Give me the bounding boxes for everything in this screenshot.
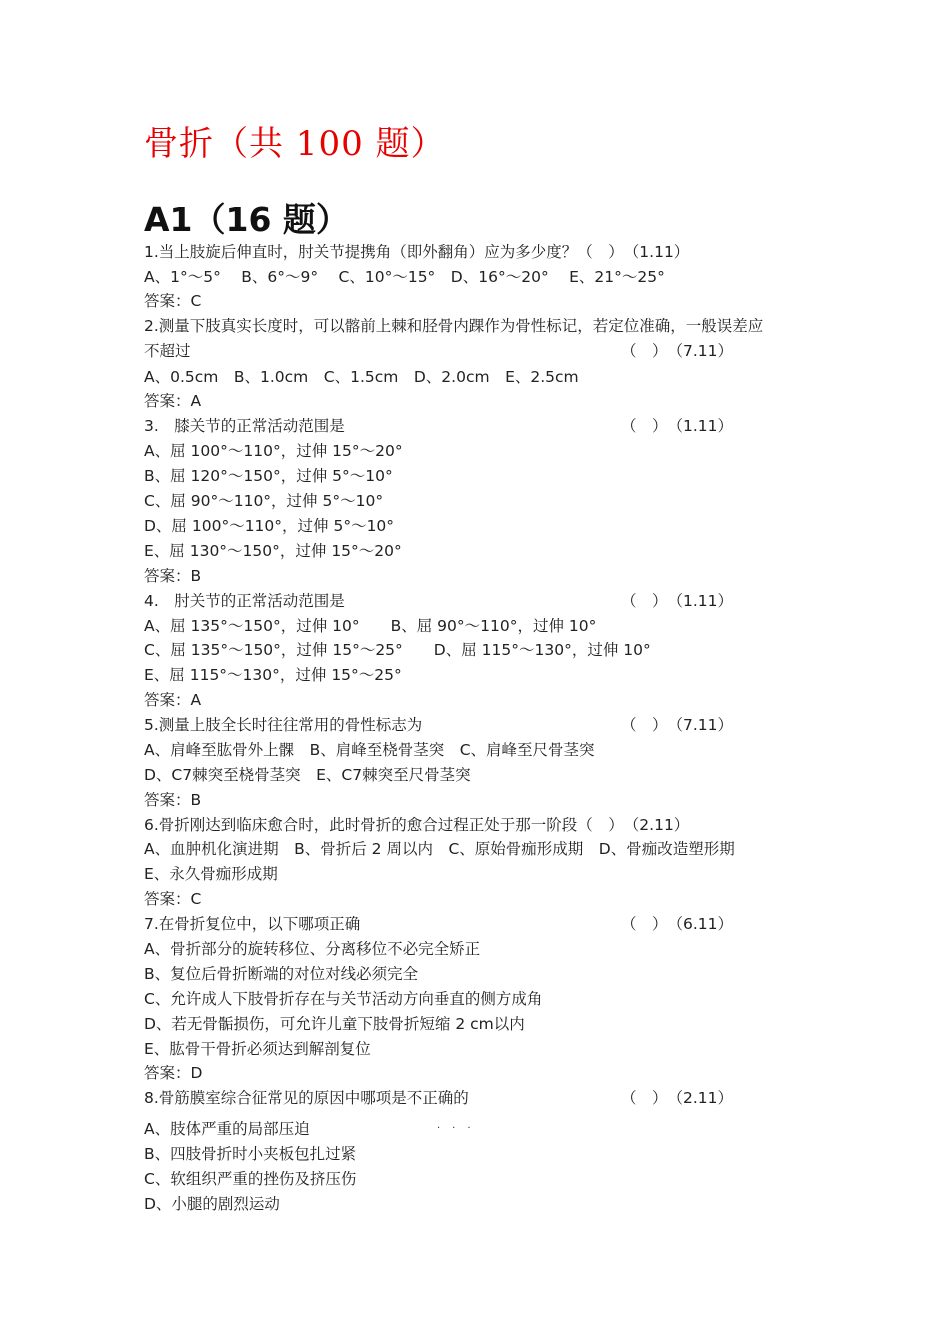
question-3-option-e: E、屈 130°～150°，过伸 15°～20° bbox=[144, 542, 402, 560]
question-5-options-line1: A、肩峰至肱骨外上髁 B、肩峰至桡骨茎突 C、肩峰至尺骨茎突 bbox=[144, 741, 595, 759]
question-8-option-a: A、肢体严重的局部压迫 bbox=[144, 1120, 310, 1138]
question-3-answer: 答案：B bbox=[144, 567, 202, 585]
question-7-option-e: E、肱骨干骨折必须达到解剖复位 bbox=[144, 1040, 371, 1058]
question-5-options-line2: D、C7棘突至桡骨茎突 E、C7棘突至尺骨茎突 bbox=[144, 766, 471, 784]
question-8-option-c: C、软组织严重的挫伤及挤压伤 bbox=[144, 1170, 357, 1188]
document-title: 骨折（共 100 题） bbox=[144, 124, 446, 164]
question-3-option-d: D、屈 100°～110°，过伸 5°～10° bbox=[144, 517, 395, 535]
question-2-stem-line2: 不超过 bbox=[144, 342, 191, 360]
question-6-options-line2: E、永久骨痂形成期 bbox=[144, 865, 278, 883]
question-2-options: A、0.5cm B、1.0cm C、1.5cm D、2.0cm E、2.5cm bbox=[144, 368, 579, 386]
question-7-option-d: D、若无骨骺损伤，可允许儿童下肢骨折短缩 2 cm以内 bbox=[144, 1015, 525, 1033]
question-4-options-line2: C、屈 135°～150°，过伸 15°～25° D、屈 115°～130°，过伸 10° bbox=[144, 641, 651, 659]
question-6-stem: 6.骨折刚达到临床愈合时，此时骨折的愈合过程正处于那一阶段（ ） （2.11） bbox=[144, 816, 690, 834]
emphasis-dots: ··· bbox=[437, 1123, 483, 1134]
question-4-options-line3: E、屈 115°～130°，过伸 15°～25° bbox=[144, 666, 402, 684]
question-7-mark: （ ） （6.11） bbox=[621, 915, 734, 933]
question-3-stem: 3. 膝关节的正常活动范围是 bbox=[144, 417, 345, 435]
question-5-stem: 5.测量上肢全长时往往常用的骨性标志为 bbox=[144, 716, 423, 734]
question-8-option-d: D、小腿的剧烈运动 bbox=[144, 1195, 280, 1213]
question-3-option-b: B、屈 120°～150°，过伸 5°～10° bbox=[144, 467, 393, 485]
question-3-option-a: A、屈 100°～110°，过伸 15°～20° bbox=[144, 442, 403, 460]
question-4-stem: 4. 肘关节的正常活动范围是 bbox=[144, 592, 345, 610]
question-8-mark: （ ） （2.11） bbox=[621, 1089, 734, 1107]
question-4-mark: （ ） （1.11） bbox=[621, 592, 734, 610]
question-2-mark: （ ） （7.11） bbox=[621, 342, 734, 360]
question-7-option-b: B、复位后骨折断端的对位对线必须完全 bbox=[144, 965, 419, 983]
question-1-answer: 答案：C bbox=[144, 292, 202, 310]
question-7-option-a: A、骨折部分的旋转移位、分离移位不必完全矫正 bbox=[144, 940, 481, 958]
question-1-stem: 1.当上肢旋后伸直时，肘关节提携角（即外翻角）应为多少度？（ ） （1.11） bbox=[144, 243, 690, 261]
question-8-stem: 8.骨筋膜室综合征常见的原因中哪项是不正确的 bbox=[144, 1089, 469, 1107]
question-3-option-c: C、屈 90°～110°，过伸 5°～10° bbox=[144, 492, 384, 510]
question-1-options: A、1°～5° B、6°～9° C、10°～15° D、16°～20° E、21°～25° bbox=[144, 268, 665, 286]
question-4-answer: 答案：A bbox=[144, 691, 202, 709]
question-7-stem: 7.在骨折复位中，以下哪项正确 bbox=[144, 915, 361, 933]
question-8-option-b: B、四肢骨折时小夹板包扎过紧 bbox=[144, 1145, 357, 1163]
question-3-mark: （ ） （1.11） bbox=[621, 417, 734, 435]
question-7-option-c: C、允许成人下肢骨折存在与关节活动方向垂直的侧方成角 bbox=[144, 990, 543, 1008]
question-6-answer: 答案：C bbox=[144, 890, 202, 908]
question-2-stem-line1: 2.测量下肢真实长度时，可以髂前上棘和胫骨内踝作为骨性标记，若定位准确，一般误差应 bbox=[144, 317, 764, 335]
section-heading: A1（16 题） bbox=[144, 200, 349, 239]
question-7-answer: 答案：D bbox=[144, 1064, 203, 1082]
question-4-options-line1: A、屈 135°～150°，过伸 10° B、屈 90°～110°，过伸 10° bbox=[144, 617, 597, 635]
question-2-answer: 答案：A bbox=[144, 392, 202, 410]
question-5-mark: （ ） （7.11） bbox=[621, 716, 734, 734]
question-6-options-line1: A、血肿机化演进期 B、骨折后 2 周以内 C、原始骨痂形成期 D、骨痂改造塑形期 bbox=[144, 840, 735, 858]
question-5-answer: 答案：B bbox=[144, 791, 202, 809]
